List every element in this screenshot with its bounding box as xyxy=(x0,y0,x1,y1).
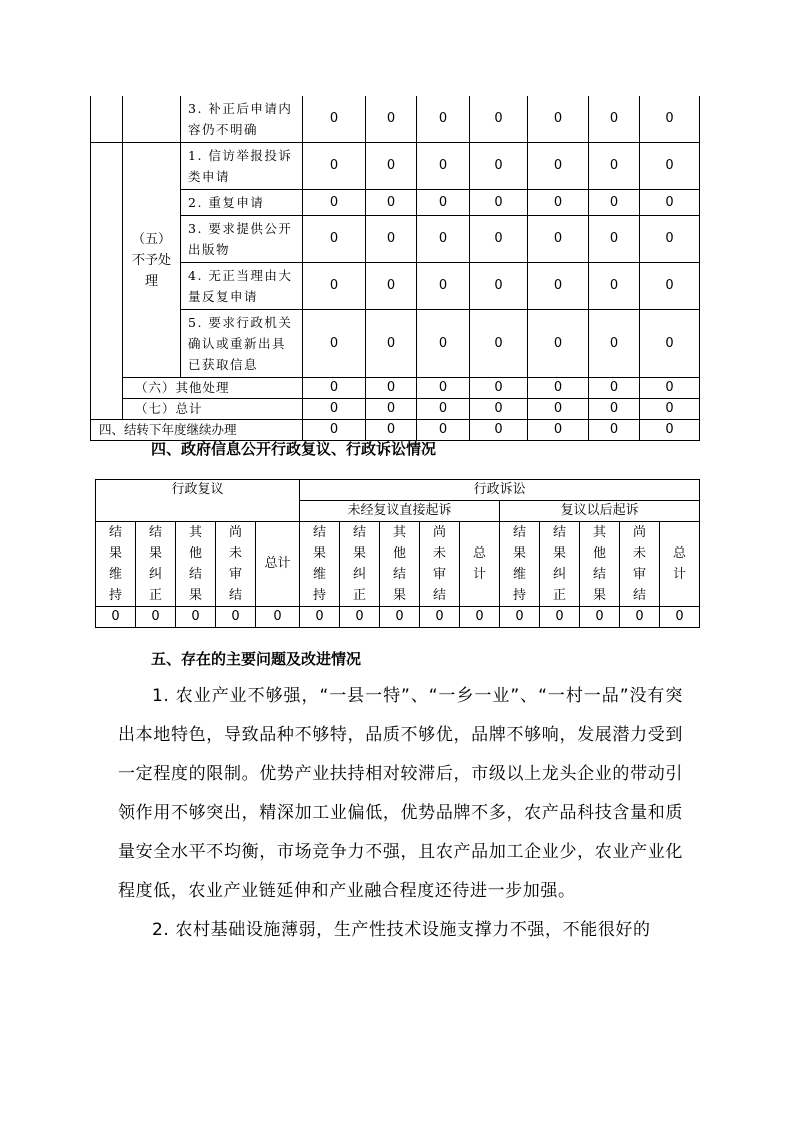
value-cell: 0 xyxy=(366,143,417,190)
value-cell: 0 xyxy=(470,310,528,378)
value-cell: 0 xyxy=(528,310,589,378)
column-label: 其他结果 xyxy=(176,522,216,607)
value-cell: 0 xyxy=(640,378,700,399)
other-handling-label: （六）其他处理 xyxy=(123,378,303,399)
value-cell: 0 xyxy=(366,420,417,441)
item-label: 2. 重复申请 xyxy=(181,190,303,216)
value-cell: 0 xyxy=(528,263,589,310)
value-cell: 0 xyxy=(528,190,589,216)
item-label: 3. 要求提供公开出版物 xyxy=(181,216,303,263)
value-cell: 0 xyxy=(176,607,216,628)
value-cell: 0 xyxy=(303,263,366,310)
value-cell: 0 xyxy=(366,216,417,263)
value-cell: 0 xyxy=(96,607,136,628)
value-cell: 0 xyxy=(470,190,528,216)
column-label: 总计 xyxy=(660,522,700,607)
left-margin-cell xyxy=(91,96,123,143)
value-cell: 0 xyxy=(303,190,366,216)
value-cell: 0 xyxy=(216,607,256,628)
value-cell: 0 xyxy=(470,216,528,263)
item-label: 4. 无正当理由大量反复申请 xyxy=(181,263,303,310)
value-cell: 0 xyxy=(136,607,176,628)
value-cell: 0 xyxy=(470,399,528,420)
value-cell: 0 xyxy=(640,190,700,216)
column-label: 结果纠正 xyxy=(136,522,176,607)
value-cell: 0 xyxy=(589,399,640,420)
value-cell: 0 xyxy=(380,607,420,628)
value-cell: 0 xyxy=(660,607,700,628)
value-cell: 0 xyxy=(589,378,640,399)
column-label: 尚未审结 xyxy=(216,522,256,607)
value-cell: 0 xyxy=(528,399,589,420)
value-cell: 0 xyxy=(417,378,470,399)
left-margin-cell xyxy=(91,143,123,420)
review-lawsuit-table xyxy=(95,479,700,628)
column-label: 总计 xyxy=(460,522,500,607)
column-label: 结果维持 xyxy=(96,522,136,607)
value-cell: 0 xyxy=(303,399,366,420)
value-cell: 0 xyxy=(589,96,640,143)
value-cell: 0 xyxy=(640,216,700,263)
value-cell: 0 xyxy=(300,607,340,628)
value-cell: 0 xyxy=(470,420,528,441)
value-cell: 0 xyxy=(640,420,700,441)
value-cell: 0 xyxy=(256,607,300,628)
value-cell: 0 xyxy=(303,420,366,441)
direct-lawsuit-header: 未经复议直接起诉 xyxy=(300,501,500,522)
value-cell: 0 xyxy=(528,420,589,441)
column-label: 结果维持 xyxy=(500,522,540,607)
value-cell: 0 xyxy=(417,310,470,378)
value-cell: 0 xyxy=(528,216,589,263)
value-cell: 0 xyxy=(303,96,366,143)
value-cell: 0 xyxy=(640,96,700,143)
value-cell: 0 xyxy=(366,310,417,378)
paragraph: 1. 农业产业不够强，“一县一特”、“一乡一业”、“一村一品”没有突出本地特色，导致品种不够特，品质不够优，品牌不够响，发展潜力受到一定程度的限制。优势产业扶持相对较滞后，市级以上龙头企业的带动引领作用不够突出，精深加工业偏低，优势品牌不多，农产品科技含量和质量安全水平不均衡，市场竞争力不强，且农产品加工企业少，农业产业化程度低，农业产业链延伸和产业融合程度还待进一步加强。 xyxy=(118,686,683,901)
column-label: 其他结果 xyxy=(580,522,620,607)
value-cell: 0 xyxy=(640,143,700,190)
value-cell: 0 xyxy=(470,378,528,399)
value-cell: 0 xyxy=(417,216,470,263)
value-cell: 0 xyxy=(366,263,417,310)
value-cell: 0 xyxy=(420,607,460,628)
value-cell: 0 xyxy=(417,96,470,143)
value-cell: 0 xyxy=(589,263,640,310)
group-label: （五）不予处理 xyxy=(123,143,181,378)
column-label: 总计 xyxy=(256,522,300,607)
section-five-title: 五、存在的主要问题及改进情况 xyxy=(151,650,362,668)
value-cell: 0 xyxy=(303,216,366,263)
value-cell: 0 xyxy=(589,420,640,441)
column-label: 尚未审结 xyxy=(420,522,460,607)
admin-review-header: 行政复议 xyxy=(96,480,300,522)
item-label: 5. 要求行政机关确认或重新出具已获取信息 xyxy=(181,310,303,378)
value-cell: 0 xyxy=(417,399,470,420)
value-cell: 0 xyxy=(470,263,528,310)
value-cell: 0 xyxy=(540,607,580,628)
value-cell: 0 xyxy=(366,190,417,216)
value-cell: 0 xyxy=(589,143,640,190)
application-handling-table xyxy=(90,96,700,441)
value-cell: 0 xyxy=(640,263,700,310)
value-cell: 0 xyxy=(470,143,528,190)
value-cell: 0 xyxy=(470,96,528,143)
value-cell: 0 xyxy=(589,216,640,263)
total-label: （七）总计 xyxy=(123,399,303,420)
value-cell: 0 xyxy=(366,378,417,399)
value-cell: 0 xyxy=(366,96,417,143)
value-cell: 0 xyxy=(528,378,589,399)
value-cell: 0 xyxy=(589,310,640,378)
section-four-title: 四、政府信息公开行政复议、行政诉讼情况 xyxy=(151,440,437,458)
value-cell: 0 xyxy=(460,607,500,628)
column-label: 其他结果 xyxy=(380,522,420,607)
paragraph: 2. 农村基础设施薄弱，生产性技术设施支撑力不强，不能很好的 xyxy=(152,920,651,940)
value-cell: 0 xyxy=(589,190,640,216)
item-label: 3. 补正后申请内容仍不明确 xyxy=(181,96,303,143)
carry-over-label: 四、结转下年度继续办理 xyxy=(91,420,303,441)
value-cell: 0 xyxy=(640,310,700,378)
value-cell: 0 xyxy=(640,399,700,420)
value-cell: 0 xyxy=(620,607,660,628)
body-text xyxy=(118,677,683,950)
item-label: 1. 信访举报投诉类申请 xyxy=(181,143,303,190)
admin-lawsuit-header: 行政诉讼 xyxy=(300,480,700,501)
value-cell: 0 xyxy=(303,378,366,399)
value-cell: 0 xyxy=(340,607,380,628)
column-label: 结果纠正 xyxy=(340,522,380,607)
value-cell: 0 xyxy=(366,399,417,420)
value-cell: 0 xyxy=(417,190,470,216)
column-label: 结果维持 xyxy=(300,522,340,607)
value-cell: 0 xyxy=(417,143,470,190)
value-cell: 0 xyxy=(417,263,470,310)
column-label: 尚未审结 xyxy=(620,522,660,607)
value-cell: 0 xyxy=(417,420,470,441)
value-cell: 0 xyxy=(528,143,589,190)
value-cell: 0 xyxy=(303,143,366,190)
value-cell: 0 xyxy=(580,607,620,628)
value-cell: 0 xyxy=(528,96,589,143)
column-label: 结果纠正 xyxy=(540,522,580,607)
after-review-lawsuit-header: 复议以后起诉 xyxy=(500,501,700,522)
group-cell xyxy=(123,96,181,143)
value-cell: 0 xyxy=(500,607,540,628)
value-cell: 0 xyxy=(303,310,366,378)
